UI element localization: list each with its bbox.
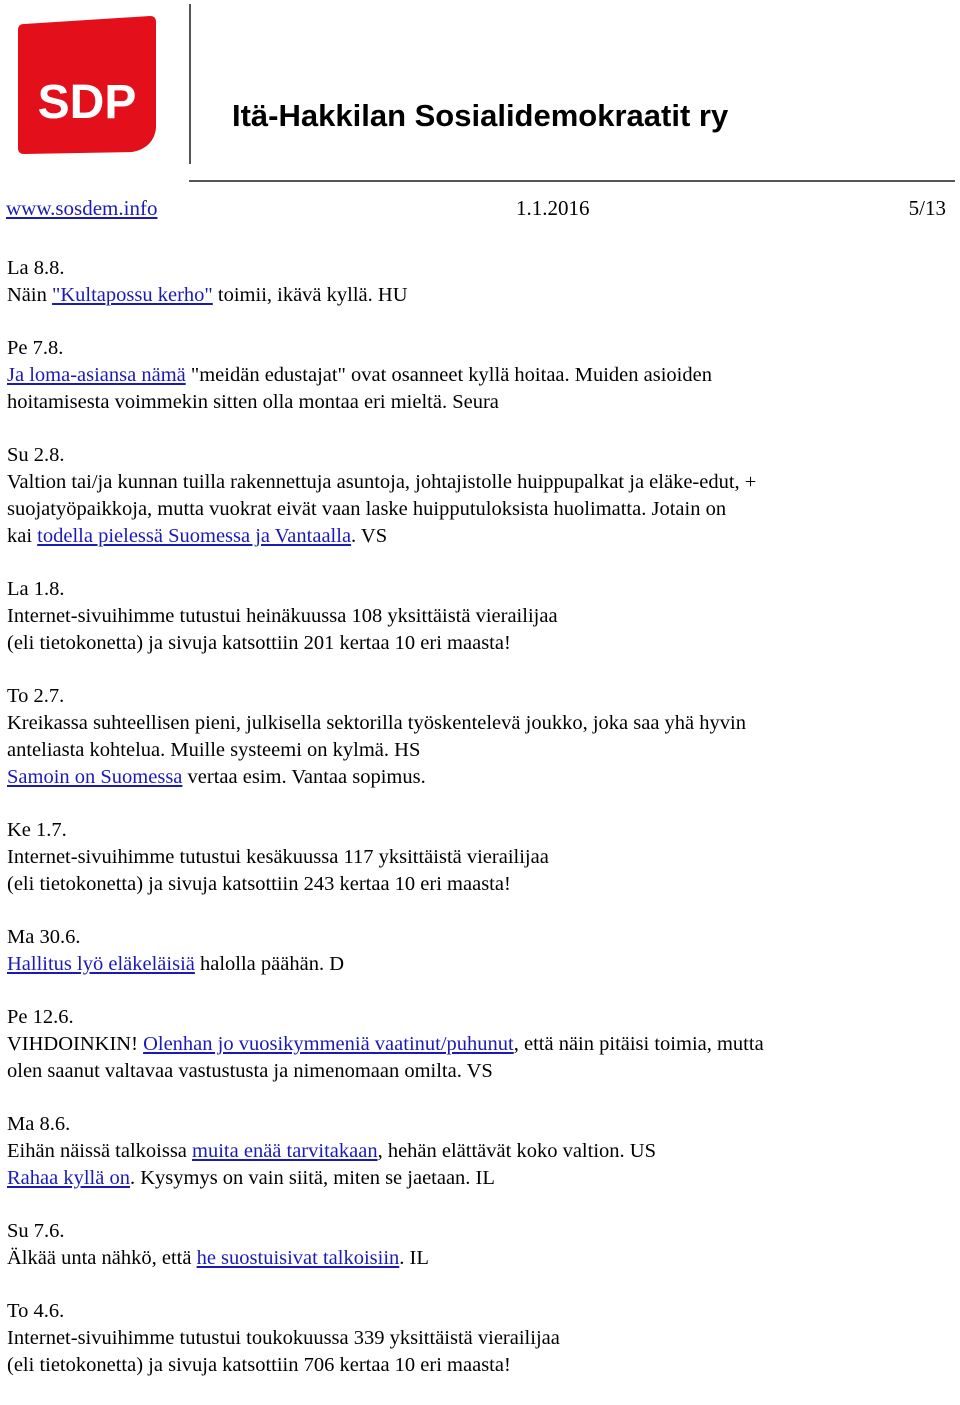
entry-date: Ma 30.6. <box>7 926 81 948</box>
news-entry <box>7 1298 952 1379</box>
entry-text: Internet-sivuihimme tutustui heinäkuussa 108 yksittäistä vierailijaa <box>7 605 558 627</box>
entry-text-line <box>7 737 952 764</box>
news-entry <box>7 335 952 416</box>
document-date: 1.1.2016 <box>516 196 590 220</box>
entry-text-line <box>7 710 952 737</box>
entry-text: halolla päähän. D <box>194 953 345 975</box>
entry-date: Su 7.6. <box>7 1220 65 1242</box>
entry-date: La 8.8. <box>7 257 65 279</box>
entry-text-line <box>7 844 952 871</box>
entry-text: Näin <box>7 284 52 306</box>
entry-text: Kreikassa suhteellisen pieni, julkisella sektorilla työskentelevä joukko, joka saa yhä hyvin <box>7 712 746 734</box>
news-entry <box>7 683 952 791</box>
entry-link[interactable]: Rahaa kyllä on <box>7 1167 130 1189</box>
entry-date: Pe 7.8. <box>7 337 64 359</box>
entry-text-line <box>7 1325 952 1352</box>
entry-link[interactable]: muita enää tarvitakaan <box>192 1140 378 1162</box>
entry-text-line <box>7 1352 952 1379</box>
entry-text: , että näin pitäisi toimia, mutta <box>513 1033 764 1055</box>
entry-link[interactable]: "Kultapossu kerho" <box>51 284 213 306</box>
news-entry <box>7 1218 952 1272</box>
header-divider-vertical <box>189 4 191 164</box>
entry-text-line <box>7 282 952 309</box>
logo-text: SDP <box>37 76 137 129</box>
entry-date: Ke 1.7. <box>7 819 67 841</box>
entry-link[interactable]: he suostuisivat talkoisiin <box>196 1247 400 1269</box>
entry-text-line <box>7 523 952 550</box>
entry-text-line <box>7 951 952 978</box>
site-title: Itä-Hakkilan Sosialidemokraatit ry <box>232 98 729 133</box>
sdp-logo <box>16 14 158 156</box>
entry-text-line <box>7 1031 952 1058</box>
news-list <box>7 255 952 1405</box>
entry-text: Älkää unta nähkö, että <box>7 1247 197 1269</box>
entry-text: suojatyöpaikkoja, mutta vuokrat eivät vaan laske huipputuloksista huolimatta. Jotain on <box>7 498 727 520</box>
entry-text: . IL <box>399 1247 429 1269</box>
entry-date: Su 2.8. <box>7 444 65 466</box>
entry-date: Ma 8.6. <box>7 1113 71 1135</box>
entry-text: hoitamisesta voimmekin sitten olla montaa eri mieltä. Seura <box>7 391 499 413</box>
entry-link[interactable]: todella pielessä Suomessa ja Vantaalla <box>37 525 352 547</box>
entry-text-line <box>7 389 952 416</box>
site-link[interactable]: www.sosdem.info <box>6 196 158 220</box>
entry-text-line <box>7 469 952 496</box>
entry-text: toimii, ikävä kyllä. HU <box>212 284 408 306</box>
news-entry <box>7 255 952 309</box>
entry-text-line <box>7 362 952 389</box>
news-entry <box>7 924 952 978</box>
entry-date: To 4.6. <box>7 1300 65 1322</box>
entry-text: (eli tietokonetta) ja sivuja katsottiin 243 kertaa 10 eri maasta! <box>7 873 511 895</box>
entry-date: La 1.8. <box>7 578 65 600</box>
news-entry <box>7 576 952 657</box>
entry-text-line <box>7 603 952 630</box>
entry-text-line <box>7 1058 952 1085</box>
page-number: 5/13 <box>908 196 946 220</box>
entry-text-line <box>7 496 952 523</box>
entry-text: . VS <box>351 525 388 547</box>
entry-link[interactable]: Olenhan jo vuosikymmeniä vaatinut/puhunut <box>143 1033 514 1055</box>
news-entry <box>7 1004 952 1085</box>
entry-link[interactable]: Hallitus lyö eläkeläisiä <box>7 953 195 975</box>
entry-text: anteliasta kohtelua. Muille systeemi on kylmä. HS <box>7 739 421 761</box>
sdp-logo-shape <box>16 14 158 156</box>
news-entry <box>7 442 952 550</box>
entry-text-line <box>7 871 952 898</box>
entry-text: "meidän edustajat" ovat osanneet kyllä hoitaa. Muiden asioiden <box>185 364 712 386</box>
entry-link[interactable]: Samoin on Suomessa <box>7 766 183 788</box>
page-header <box>0 0 960 200</box>
entry-link[interactable]: Ja loma-asiansa nämä <box>7 364 186 386</box>
entry-text: (eli tietokonetta) ja sivuja katsottiin 201 kertaa 10 eri maasta! <box>7 632 511 654</box>
meta-line <box>6 194 950 222</box>
entry-text-line <box>7 1138 952 1165</box>
entry-text-line <box>7 764 952 791</box>
entry-text-line <box>7 1165 952 1192</box>
entry-text: Valtion tai/ja kunnan tuilla rakennettuja asuntoja, johtajistolle huippupalkat ja eläke-edut, + <box>7 471 757 493</box>
entry-text: olen saanut valtavaa vastustusta ja nimenomaan omilta. VS <box>7 1060 493 1082</box>
entry-text: Internet-sivuihimme tutustui toukokuussa 339 yksittäistä vierailijaa <box>7 1327 560 1349</box>
entry-text-line <box>7 630 952 657</box>
entry-date: Pe 12.6. <box>7 1006 74 1028</box>
entry-text: . Kysymys on vain siitä, miten se jaetaan. IL <box>129 1167 495 1189</box>
entry-text: VIHDOINKIN! <box>7 1033 144 1055</box>
entry-text: (eli tietokonetta) ja sivuja katsottiin 706 kertaa 10 eri maasta! <box>7 1354 511 1376</box>
entry-text: vertaa esim. Vantaa sopimus. <box>182 766 426 788</box>
header-divider-horizontal <box>189 180 955 182</box>
entry-text: kai <box>7 525 38 547</box>
entry-text: Internet-sivuihimme tutustui kesäkuussa 117 yksittäistä vierailijaa <box>7 846 549 868</box>
entry-text: Eihän näissä talkoissa <box>7 1140 193 1162</box>
entry-text-line <box>7 1245 952 1272</box>
entry-text: , hehän elättävät koko valtion. US <box>377 1140 656 1162</box>
news-entry <box>7 1111 952 1192</box>
entry-date: To 2.7. <box>7 685 65 707</box>
news-entry <box>7 817 952 898</box>
